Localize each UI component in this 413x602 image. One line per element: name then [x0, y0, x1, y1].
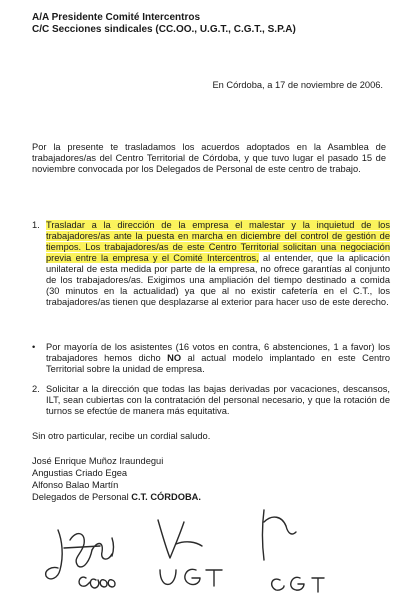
- intro-paragraph: Por la presente te trasladamos los acuerdos adoptados en la Asamblea de trabajadores/as del Centro Territorial de Córdoba, y que tuvo lugar el pasado 15 de noviembre convocada por los Delegados de Personal de este centro de trabajo.: [32, 142, 386, 174]
- item-text: Solicitar a la dirección que todas las bajas derivadas por vacaciones, descansos, ILT, sean cubiertas con la contratación del personal necesario, y que la rotación de turnos se efectúe de manera más equitativa.: [46, 384, 390, 416]
- signature-cgt: [263, 510, 325, 592]
- bullet-marker: •: [32, 342, 36, 352]
- agreement-item-1: [32, 220, 390, 308]
- signatories: [32, 455, 201, 503]
- vote-no: NO: [167, 353, 182, 363]
- item-text: Por mayoría de los asistentes (16 votos en contra, 6 abstenciones, 1 a favor) los trabajadores hemos dicho: [46, 342, 390, 363]
- item-number: 2.: [32, 384, 40, 394]
- signatory-role: Delegados de Personal C.T. CÓRDOBA.: [32, 492, 201, 502]
- highlighted-text: Trasladar a la dirección de la empresa el malestar y la inquietud de los trabajadores/as ante la puesta en marcha en diciembre del control de gestión de tiempos. Los trabajadores/as de este Centro Territorial solicitan una negociación previa entre la empresa y el Comité Intercentros,: [46, 220, 390, 263]
- letter-date: En Córdoba, a 17 de noviembre de 2006.: [212, 80, 383, 90]
- signatory-name: Alfonso Balao Martín: [32, 480, 119, 490]
- closing-line: Sin otro particular, recibe un cordial saludo.: [32, 431, 211, 441]
- signature-ccoo: [46, 530, 115, 588]
- item-body: [46, 342, 390, 375]
- vote-bullet: [32, 342, 390, 375]
- item-number: 1.: [32, 220, 40, 230]
- agreement-item-2: [32, 384, 390, 417]
- letter-header: [32, 12, 296, 36]
- recipient-line: A/A Presidente Comité Intercentros: [32, 12, 201, 23]
- handwritten-signatures: [0, 500, 413, 602]
- item-text: al entender, que la aplicación unilateral de esta medida por parte de la empresa, no ofrece garantías al conjunto de los trabajadores/as. Exigimos una ampliación del tiempo destinado a comida (30 minutos en la actualidad) ya que al no existir cafetería en el C.T., los trabajadores/as tienen que desplazarse al exterior para hacer uso de este derecho.: [46, 253, 390, 307]
- item-text: al actual modelo implantado en este Centro Territorial sobre la unidad de empresa.: [46, 353, 391, 374]
- signatory-name: Angustias Criado Egea: [32, 468, 128, 478]
- signatory-name: José Enrique Muñoz Iraundegui: [32, 456, 164, 466]
- item-body: [46, 220, 390, 308]
- signature-ugt: [158, 520, 222, 586]
- cc-line: C/C Secciones sindicales (CC.OO., U.G.T., C.G.T., S.P.A): [32, 24, 296, 35]
